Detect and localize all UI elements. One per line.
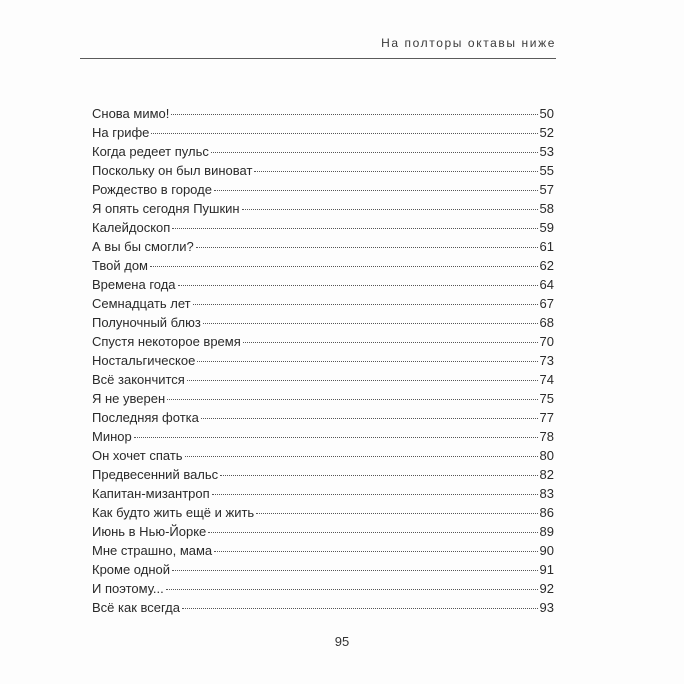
dot-leader	[151, 133, 537, 134]
toc-entry-page: 58	[539, 201, 554, 216]
dot-leader	[167, 399, 537, 400]
toc-entry	[92, 541, 554, 560]
toc-entry	[92, 579, 554, 598]
toc-entry-title: На грифе	[92, 125, 150, 140]
dot-leader	[178, 285, 538, 286]
dot-leader	[242, 209, 538, 210]
toc-entry-title: Снова мимо!	[92, 106, 170, 121]
toc-entry-page: 68	[539, 315, 554, 330]
toc-entry-title: Поскольку он был виноват	[92, 163, 253, 178]
toc-entry-page: 80	[539, 448, 554, 463]
dot-leader	[208, 532, 537, 533]
toc-entry-page: 90	[539, 543, 554, 558]
toc-entry-title: Я опять сегодня Пушкин	[92, 201, 240, 216]
toc-entry	[92, 161, 554, 180]
dot-leader	[256, 513, 537, 514]
table-of-contents	[92, 104, 554, 617]
toc-entry	[92, 237, 554, 256]
dot-leader	[254, 171, 537, 172]
toc-entry-title: Когда редеет пульс	[92, 144, 209, 159]
dot-leader	[214, 551, 537, 552]
dot-leader	[187, 380, 538, 381]
toc-entry-page: 92	[539, 581, 554, 596]
toc-entry-page: 77	[539, 410, 554, 425]
dot-leader	[193, 304, 538, 305]
toc-entry-page: 89	[539, 524, 554, 539]
dot-leader	[182, 608, 538, 609]
toc-entry-page: 75	[539, 391, 554, 406]
toc-entry-page: 91	[539, 562, 554, 577]
toc-entry-page: 64	[539, 277, 554, 292]
toc-entry	[92, 123, 554, 142]
dot-leader	[150, 266, 538, 267]
toc-entry-title: Июнь в Нью-Йорке	[92, 524, 207, 539]
dot-leader	[201, 418, 538, 419]
page-number: 95	[334, 634, 350, 649]
toc-entry	[92, 104, 554, 123]
toc-entry	[92, 313, 554, 332]
running-header-title: На полторы октавы ниже	[381, 36, 556, 50]
toc-entry-page: 61	[539, 239, 554, 254]
toc-entry-title: Времена года	[92, 277, 176, 292]
toc-entry-page: 50	[539, 106, 554, 121]
dot-leader	[172, 228, 537, 229]
dot-leader	[243, 342, 538, 343]
toc-entry-title: Калейдоскоп	[92, 220, 171, 235]
toc-entry	[92, 446, 554, 465]
dot-leader	[166, 589, 538, 590]
toc-entry-page: 78	[539, 429, 554, 444]
running-header	[80, 34, 556, 59]
toc-entry	[92, 142, 554, 161]
toc-entry-title: Всё как всегда	[92, 600, 180, 615]
toc-entry-page: 70	[539, 334, 554, 349]
dot-leader	[196, 247, 538, 248]
dot-leader	[172, 570, 538, 571]
toc-entry-title: Предвесенний вальс	[92, 467, 219, 482]
dot-leader	[212, 494, 538, 495]
toc-entry-page: 83	[539, 486, 554, 501]
toc-entry	[92, 484, 554, 503]
dot-leader	[203, 323, 538, 324]
toc-entry-page: 93	[539, 600, 554, 615]
toc-entry	[92, 332, 554, 351]
toc-entry	[92, 199, 554, 218]
dot-leader	[171, 114, 537, 115]
toc-entry	[92, 218, 554, 237]
toc-entry-title: Твой дом	[92, 258, 148, 273]
toc-entry	[92, 522, 554, 541]
toc-entry-page: 67	[539, 296, 554, 311]
toc-entry-title: Кроме одной	[92, 562, 171, 577]
dot-leader	[211, 152, 538, 153]
toc-entry	[92, 408, 554, 427]
toc-entry	[92, 503, 554, 522]
toc-entry-page: 59	[539, 220, 554, 235]
toc-entry-title: Семнадцать лет	[92, 296, 191, 311]
toc-entry-title: Я не уверен	[92, 391, 166, 406]
dot-leader	[185, 456, 538, 457]
toc-entry-page: 62	[539, 258, 554, 273]
dot-leader	[197, 361, 537, 362]
toc-entry	[92, 275, 554, 294]
dot-leader	[134, 437, 538, 438]
dot-leader	[214, 190, 538, 191]
toc-entry-page: 52	[539, 125, 554, 140]
toc-entry-title: Он хочет спать	[92, 448, 183, 463]
toc-entry	[92, 427, 554, 446]
toc-entry	[92, 389, 554, 408]
dot-leader	[220, 475, 537, 476]
toc-entry-page: 82	[539, 467, 554, 482]
toc-entry-title: Рождество в городе	[92, 182, 212, 197]
toc-entry-title: Последняя фотка	[92, 410, 199, 425]
toc-entry-title: И поэтому...	[92, 581, 164, 596]
toc-entry-title: Капитан-мизантроп	[92, 486, 210, 501]
toc-entry-title: Спустя некоторое время	[92, 334, 241, 349]
toc-entry-title: Ностальгическое	[92, 353, 196, 368]
toc-entry-page: 73	[539, 353, 554, 368]
toc-entry	[92, 256, 554, 275]
toc-entry-title: Минор	[92, 429, 132, 444]
toc-entry	[92, 294, 554, 313]
toc-entry-page: 53	[539, 144, 554, 159]
toc-entry-page: 86	[539, 505, 554, 520]
toc-entry-page: 55	[539, 163, 554, 178]
toc-entry	[92, 465, 554, 484]
toc-entry-title: Полуночный блюз	[92, 315, 201, 330]
toc-entry-page: 74	[539, 372, 554, 387]
toc-entry	[92, 560, 554, 579]
toc-entry	[92, 180, 554, 199]
toc-entry	[92, 598, 554, 617]
toc-entry-title: Всё закончится	[92, 372, 185, 387]
toc-entry-title: Мне страшно, мама	[92, 543, 213, 558]
toc-entry-title: А вы бы смогли?	[92, 239, 194, 254]
toc-entry	[92, 370, 554, 389]
toc-entry-page: 57	[539, 182, 554, 197]
toc-entry	[92, 351, 554, 370]
toc-entry-title: Как будто жить ещё и жить	[92, 505, 255, 520]
